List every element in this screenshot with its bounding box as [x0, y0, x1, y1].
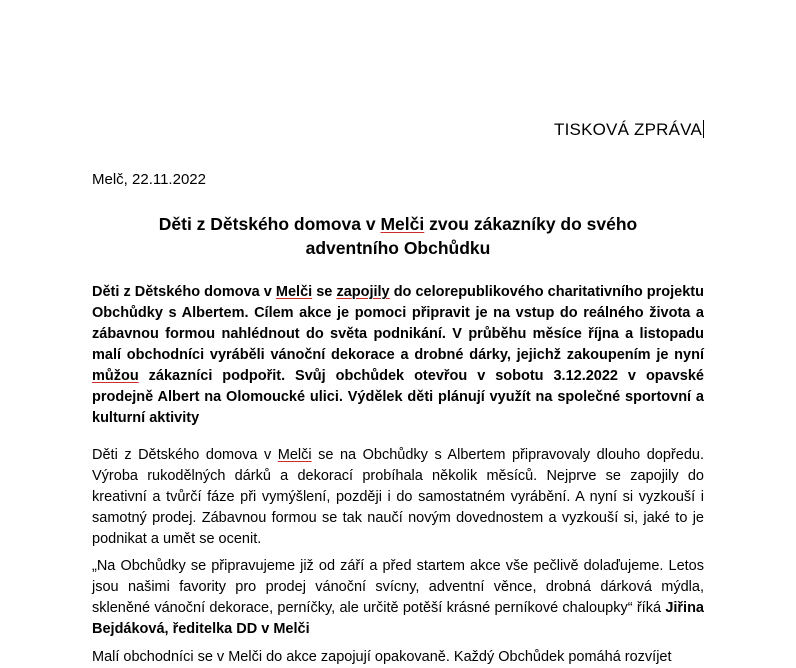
paragraph-1-spellcheck-word: Melči — [277, 447, 312, 464]
paragraph-1-part-2: se na Obchůdky s Albertem připravovaly dlouho dopředu. Výroba rukodělných dárků a dekorací probíhala několik měsíců. Nejprve se zapojily do kreativní a tvůrčí fáze při vymýšlení, později i do samostatném vyrábění. A nyní si vyzkouší i samotný prodej. Zábavnou formou se tak naučí novým dovednostem a vyzkouší si, jaké to je podnikat a umět se ocenit. — [92, 447, 704, 548]
lead-part-4: zákazníci podpořit. Svůj obchůdek otevřou v sobotu 3.12.2022 v opavské prodejně Albert na Olomoucké ulici. Výdělek děti plánují využít na společné sportovní a kulturní aktivity — [92, 368, 704, 427]
paragraph-1 — [92, 445, 704, 550]
title-line-2: adventního Obchůdku — [305, 237, 491, 258]
document-body — [92, 0, 704, 668]
press-release-header — [92, 0, 704, 140]
lead-spellcheck-word-2: zapojily — [336, 284, 390, 301]
lead-part-2: se — [312, 284, 337, 301]
page-title — [92, 213, 704, 260]
press-release-header-text: TISKOVÁ ZPRÁVA — [554, 120, 702, 139]
dateline: Melč, 22.11.2022 — [92, 171, 206, 188]
lead-paragraph — [92, 282, 704, 429]
title-spellcheck-word: Melči — [380, 214, 425, 234]
paragraph-2-attribution: Jiřina Bejdáková, ředitelka DD v Melči — [92, 600, 704, 638]
paragraph-3: Malí obchodníci se v Melči do akce zapojují opakovaně. Každý Obchůdek pomáhá rozvíjet — [92, 648, 672, 665]
title-part-1: Děti z Dětského domova v — [158, 214, 381, 234]
title-part-2: zvou zákazníky do svého — [424, 214, 638, 234]
lead-part-1: Děti z Dětského domova v — [92, 284, 276, 301]
text-cursor — [703, 120, 704, 138]
lead-spellcheck-word-3: můžou — [92, 368, 139, 385]
paragraph-2 — [92, 556, 704, 640]
lead-part-3: do celorepublikového charitativního projektu Obchůdky s Albertem. Cílem akce je pomoci připravit je na vstup do reálného života a zábavnou formou nahlédnout do světa podnikání. V průběhu měsíce října a listopadu malí obchodníci vyráběli vánoční dekorace a drobné dárky, jejichž zakoupením je nyní — [92, 284, 704, 364]
paragraph-1-part-1: Děti z Dětského domova v — [92, 447, 278, 464]
paragraph-2-quote: „Na Obchůdky se připravujeme již od září a před startem akce vše pečlivě dolaďujeme. Letos jsou našimi favority pro prodej vánoční svícny, adventní věnce, drobná dárková mýdla, skleněné vánoční dekorace, perníčky, ale určitě potěší krásné perníkové chaloupky“ říká — [92, 558, 704, 617]
lead-spellcheck-word-1: Melči — [275, 284, 313, 301]
